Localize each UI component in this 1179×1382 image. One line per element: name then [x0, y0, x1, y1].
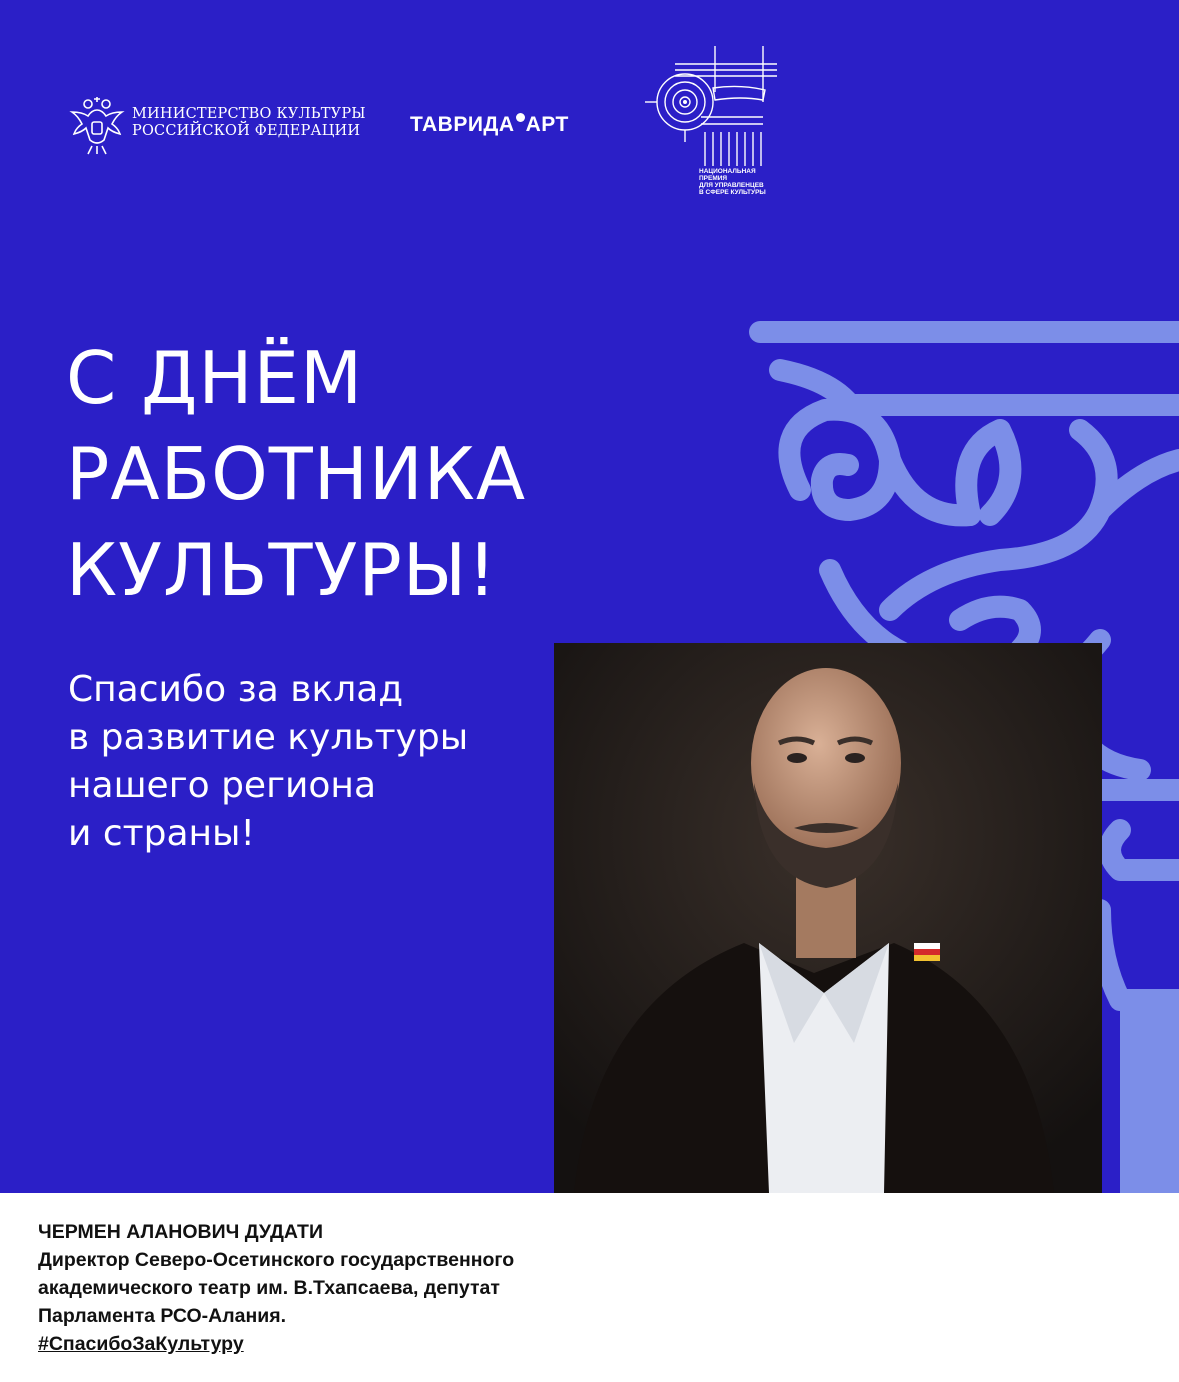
award-caption — [699, 168, 789, 196]
portrait-photo — [554, 643, 1102, 1193]
ministry-logo — [68, 94, 368, 156]
award-line-3: ДЛЯ УПРАВЛЕНЦЕВ — [699, 182, 764, 189]
title-line-3: КУЛЬТУРЫ! — [66, 528, 498, 612]
award-line-1: НАЦИОНАЛЬНАЯ — [699, 168, 756, 175]
thanks-line-1: Спасибо за вклад — [68, 669, 404, 710]
caption-line-2: академического театр им. В.Тхапсаева, депутат — [38, 1277, 500, 1299]
caption-line-1: Директор Северо-Осетинского государственного — [38, 1249, 515, 1271]
ministry-name — [132, 106, 366, 140]
award-line-4: В СФЕРЕ КУЛЬТУРЫ — [699, 189, 766, 196]
title-line-2: РАБОТНИКА — [66, 432, 527, 516]
award-logo — [645, 42, 780, 202]
ionic-column-icon — [645, 42, 780, 167]
title-line-1: С ДНЁМ — [66, 336, 364, 420]
thanks-message — [68, 666, 468, 858]
portrait-photo-icon — [554, 643, 1102, 1193]
caption-line-3: Парламента РСО-Алания. — [38, 1305, 287, 1327]
tavrida-dot-icon — [516, 113, 525, 122]
tavrida-art-logo — [410, 113, 569, 137]
coat-of-arms-icon — [68, 94, 126, 156]
person-name: ЧЕРМЕН АЛАНОВИЧ ДУДАТИ — [38, 1221, 323, 1243]
award-line-2: ПРЕМИЯ — [699, 175, 728, 182]
tavrida-left: ТАВРИДА — [410, 113, 515, 136]
page-title — [66, 330, 526, 618]
thanks-line-2: в развитие культуры — [68, 717, 469, 758]
thanks-line-4: и страны! — [68, 813, 255, 854]
ministry-line-2: РОССИЙСКОЙ ФЕДЕРАЦИИ — [132, 123, 361, 139]
hashtag-link[interactable]: #СпасибоЗаКультуру — [38, 1333, 244, 1355]
thanks-line-3: нашего региона — [68, 765, 377, 806]
logo-bar — [0, 0, 1179, 230]
tavrida-right: АРТ — [525, 113, 569, 136]
caption-block — [38, 1218, 1138, 1358]
ministry-line-1: МИНИСТЕРСТВО КУЛЬТУРЫ — [132, 106, 366, 122]
